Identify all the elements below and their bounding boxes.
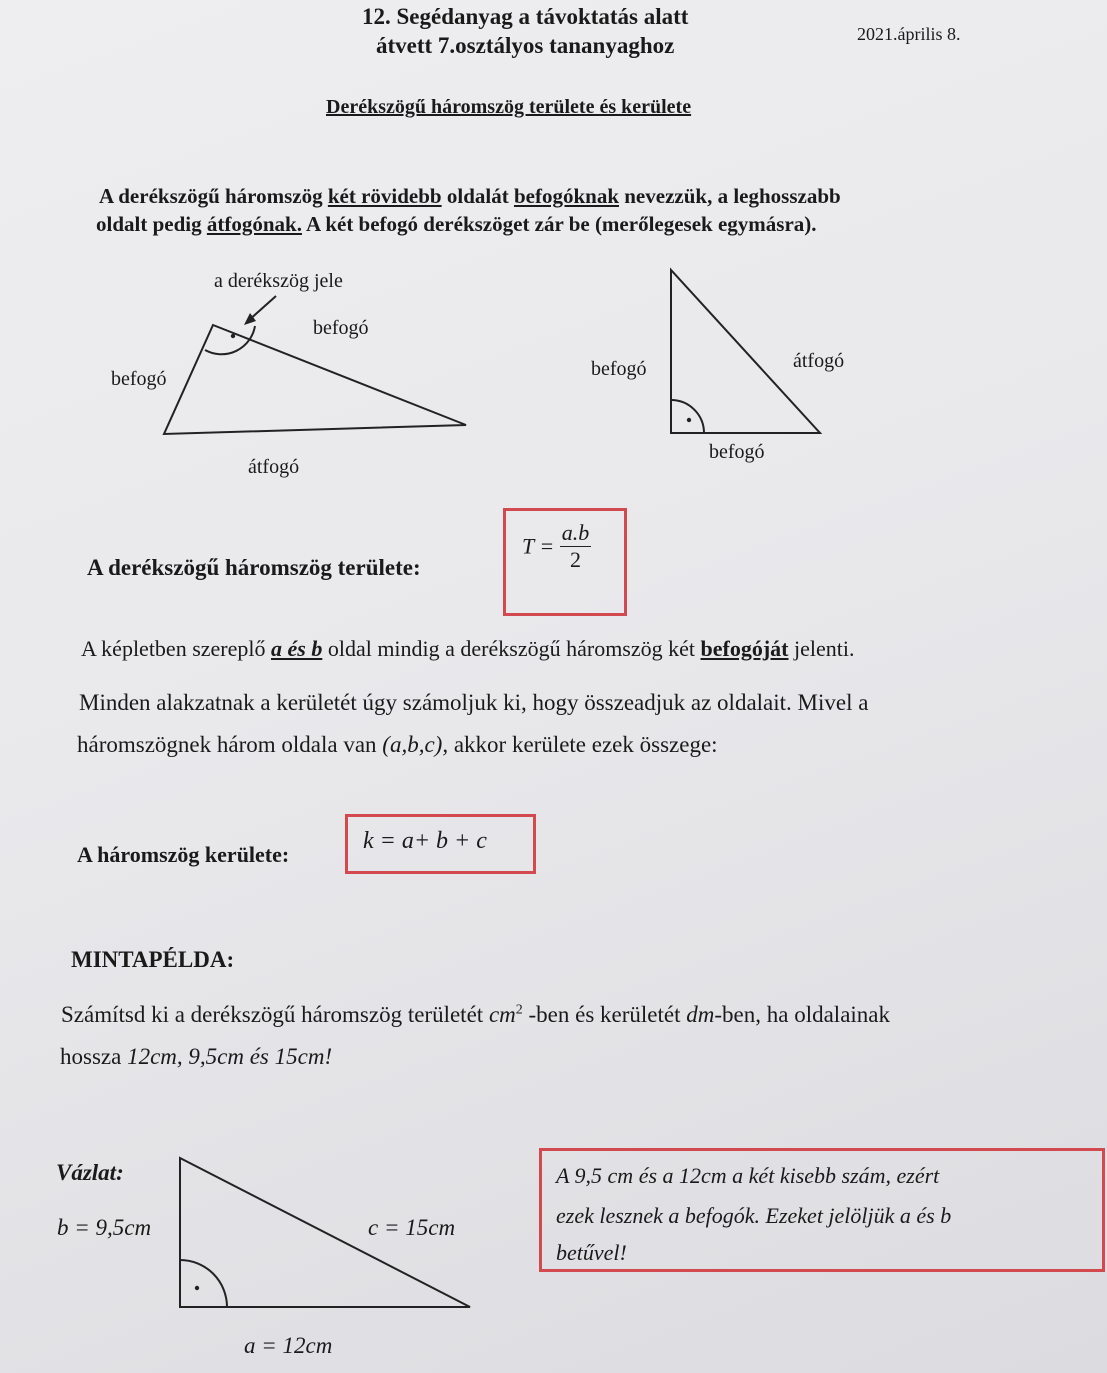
example-unit-dm: dm bbox=[686, 1002, 715, 1027]
intro-text-5: A két befogó derékszöget zár be (merőlegesek egymásra). bbox=[301, 212, 817, 236]
left-right-angle-dot bbox=[231, 334, 235, 338]
note-line1: A 9,5 cm és a 12cm a két kisebb szám, ezért bbox=[556, 1163, 940, 1188]
explain-line bbox=[81, 636, 854, 662]
explain-legs: befogóját bbox=[700, 636, 789, 661]
intro-text-3: nevezzük, a leghosszabb bbox=[619, 184, 841, 208]
document-title-line1: 12. Segédanyag a távoktatás alatt bbox=[362, 4, 689, 29]
perimeter-text-2a: háromszögnek három oldala van bbox=[77, 732, 383, 757]
left-fig-leg-top: befogó bbox=[313, 317, 369, 339]
perimeter-text-line2 bbox=[77, 732, 718, 758]
explain-text-1: A képletben szereplő bbox=[81, 636, 271, 661]
intro-text-2: oldalát bbox=[441, 184, 514, 208]
area-denominator: 2 bbox=[569, 547, 581, 572]
intro-term-hypotenuse: átfogónak. bbox=[206, 212, 302, 236]
perimeter-formula: k = a+ b + c bbox=[363, 828, 487, 854]
intro-text-4: oldalt pedig bbox=[96, 212, 207, 236]
sketch-right-angle-arc bbox=[180, 1260, 227, 1307]
intro-term-legs: befogóknak bbox=[513, 184, 619, 208]
intro-term-shorter: két rövidebb bbox=[327, 184, 442, 208]
note-line2: ezek lesznek a befogók. Ezeket jelöljük a és b bbox=[556, 1203, 952, 1228]
example-text-2: -ben és kerületét bbox=[522, 1002, 687, 1027]
explain-ab: a és b bbox=[271, 636, 323, 661]
document-date: 2021.április 8. bbox=[857, 24, 961, 44]
area-numerator: a.b bbox=[561, 520, 590, 545]
example-text-3: -ben, ha oldalainak bbox=[714, 1002, 890, 1027]
area-formula-lhs: T = bbox=[522, 533, 555, 559]
perimeter-text-abc: (a,b,c), bbox=[382, 732, 449, 757]
left-triangle bbox=[164, 325, 466, 434]
sketch-label: Vázlat: bbox=[56, 1160, 124, 1185]
example-unit-cm: cm bbox=[488, 1002, 516, 1027]
example-heading: MINTAPÉLDA: bbox=[71, 947, 235, 972]
area-label: A derékszögű háromszög területe: bbox=[87, 555, 421, 580]
area-fraction bbox=[560, 520, 592, 573]
explain-text-3: jelenti. bbox=[788, 636, 855, 661]
right-right-angle-dot bbox=[687, 418, 691, 422]
area-formula bbox=[522, 520, 591, 573]
intro-text-1: A derékszögű háromszög bbox=[99, 184, 328, 208]
document-title-line2: átvett 7.osztályos tananyaghoz bbox=[376, 33, 675, 58]
left-fig-hypotenuse: átfogó bbox=[248, 456, 300, 478]
right-angle-sign-label: a derékszög jele bbox=[214, 270, 343, 292]
example-values: 12cm, 9,5cm és 15cm! bbox=[127, 1044, 333, 1069]
explain-text-2: oldal mindig a derékszögű háromszög két bbox=[322, 636, 701, 661]
right-fig-hypotenuse: átfogó bbox=[793, 350, 845, 372]
perimeter-label: A háromszög kerülete: bbox=[77, 842, 290, 867]
left-right-angle-arc bbox=[205, 326, 255, 354]
right-right-angle-arc bbox=[671, 400, 704, 433]
sketch-side-c: c = 15cm bbox=[368, 1215, 456, 1240]
perimeter-text-2b: akkor kerülete ezek összege: bbox=[448, 732, 718, 757]
topic-title: Derékszögű háromszög területe és kerülete bbox=[326, 96, 692, 118]
example-text-4: hossza bbox=[60, 1044, 128, 1069]
right-fig-leg-left: befogó bbox=[591, 358, 647, 380]
example-text-1: Számítsd ki a derékszögű háromszög területét bbox=[61, 1002, 489, 1027]
example-line1 bbox=[61, 1002, 890, 1028]
note-line3: betűvel! bbox=[556, 1240, 627, 1265]
right-fig-leg-bottom: befogó bbox=[709, 441, 765, 463]
example-line2 bbox=[60, 1044, 332, 1070]
sketch-side-b: b = 9,5cm bbox=[57, 1215, 152, 1240]
sketch-side-a: a = 12cm bbox=[244, 1333, 333, 1358]
example-unit-exp: 2 bbox=[515, 1002, 523, 1018]
left-fig-leg-left: befogó bbox=[111, 368, 167, 390]
perimeter-text-line1: Minden alakzatnak a kerületét úgy számoljuk ki, hogy összeadjuk az oldalait. Mivel a bbox=[79, 690, 869, 715]
sketch-right-angle-dot bbox=[195, 1286, 199, 1290]
